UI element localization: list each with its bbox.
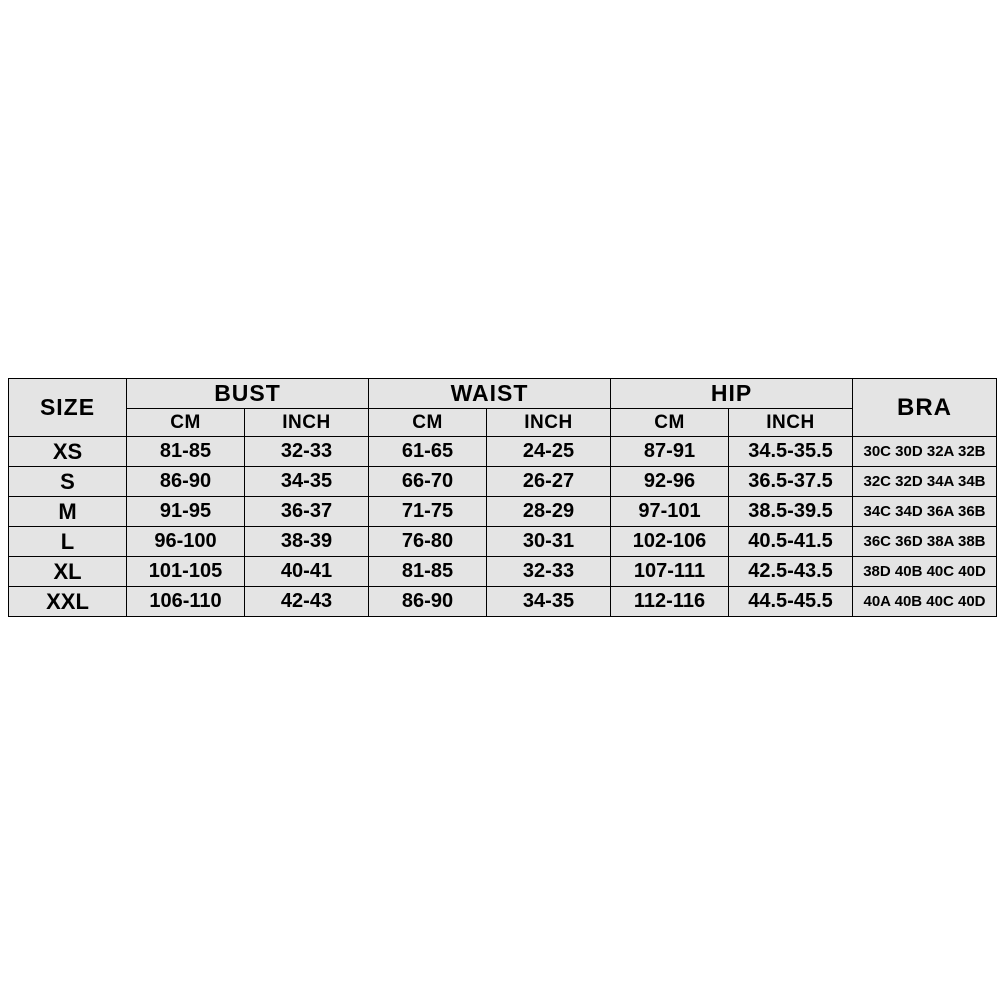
- table-row: [9, 527, 997, 557]
- table-row: [9, 467, 997, 497]
- cell-bust-inch: 36-37: [245, 497, 369, 527]
- cell-hip-cm: 112-116: [611, 587, 729, 617]
- cell-bra: 36C 36D 38A 38B: [853, 527, 997, 557]
- cell-hip-cm: 102-106: [611, 527, 729, 557]
- cell-bust-cm: 101-105: [127, 557, 245, 587]
- cell-hip-inch: 36.5-37.5: [729, 467, 853, 497]
- cell-waist-cm: 66-70: [369, 467, 487, 497]
- header-waist: WAIST: [369, 379, 611, 409]
- cell-bust-cm: 106-110: [127, 587, 245, 617]
- header-size: SIZE: [9, 379, 127, 437]
- cell-waist-inch: 32-33: [487, 557, 611, 587]
- header-hip-cm: CM: [611, 409, 729, 437]
- cell-waist-cm: 71-75: [369, 497, 487, 527]
- cell-bust-inch: 38-39: [245, 527, 369, 557]
- cell-waist-cm: 86-90: [369, 587, 487, 617]
- cell-bra: 40A 40B 40C 40D: [853, 587, 997, 617]
- cell-waist-inch: 24-25: [487, 437, 611, 467]
- cell-bust-inch: 40-41: [245, 557, 369, 587]
- cell-hip-inch: 44.5-45.5: [729, 587, 853, 617]
- cell-hip-inch: 42.5-43.5: [729, 557, 853, 587]
- header-hip: HIP: [611, 379, 853, 409]
- cell-waist-inch: 34-35: [487, 587, 611, 617]
- cell-bust-inch: 42-43: [245, 587, 369, 617]
- header-hip-inch: INCH: [729, 409, 853, 437]
- header-row-groups: [9, 379, 997, 409]
- cell-hip-inch: 34.5-35.5: [729, 437, 853, 467]
- cell-size: S: [9, 467, 127, 497]
- header-waist-cm: CM: [369, 409, 487, 437]
- cell-bra: 32C 32D 34A 34B: [853, 467, 997, 497]
- header-waist-inch: INCH: [487, 409, 611, 437]
- table-body: [9, 437, 997, 617]
- table-row: [9, 557, 997, 587]
- cell-size: XL: [9, 557, 127, 587]
- header-row-units: [9, 409, 997, 437]
- cell-size: L: [9, 527, 127, 557]
- cell-waist-cm: 76-80: [369, 527, 487, 557]
- cell-waist-inch: 30-31: [487, 527, 611, 557]
- cell-bra: 30C 30D 32A 32B: [853, 437, 997, 467]
- cell-waist-inch: 28-29: [487, 497, 611, 527]
- cell-hip-cm: 92-96: [611, 467, 729, 497]
- table-header: [9, 379, 997, 437]
- cell-bust-cm: 86-90: [127, 467, 245, 497]
- size-chart-container: [8, 378, 992, 617]
- cell-waist-inch: 26-27: [487, 467, 611, 497]
- cell-bust-cm: 96-100: [127, 527, 245, 557]
- header-bust-inch: INCH: [245, 409, 369, 437]
- cell-bra: 34C 34D 36A 36B: [853, 497, 997, 527]
- cell-hip-cm: 87-91: [611, 437, 729, 467]
- header-bust: BUST: [127, 379, 369, 409]
- cell-hip-cm: 107-111: [611, 557, 729, 587]
- cell-hip-inch: 38.5-39.5: [729, 497, 853, 527]
- size-chart-table: [8, 378, 997, 617]
- cell-waist-cm: 81-85: [369, 557, 487, 587]
- table-row: [9, 587, 997, 617]
- header-bust-cm: CM: [127, 409, 245, 437]
- cell-bust-inch: 34-35: [245, 467, 369, 497]
- cell-size: XS: [9, 437, 127, 467]
- header-bra: BRA: [853, 379, 997, 437]
- cell-bust-cm: 81-85: [127, 437, 245, 467]
- cell-size: XXL: [9, 587, 127, 617]
- table-row: [9, 437, 997, 467]
- table-row: [9, 497, 997, 527]
- cell-hip-inch: 40.5-41.5: [729, 527, 853, 557]
- cell-waist-cm: 61-65: [369, 437, 487, 467]
- cell-hip-cm: 97-101: [611, 497, 729, 527]
- cell-bust-inch: 32-33: [245, 437, 369, 467]
- cell-bust-cm: 91-95: [127, 497, 245, 527]
- cell-size: M: [9, 497, 127, 527]
- cell-bra: 38D 40B 40C 40D: [853, 557, 997, 587]
